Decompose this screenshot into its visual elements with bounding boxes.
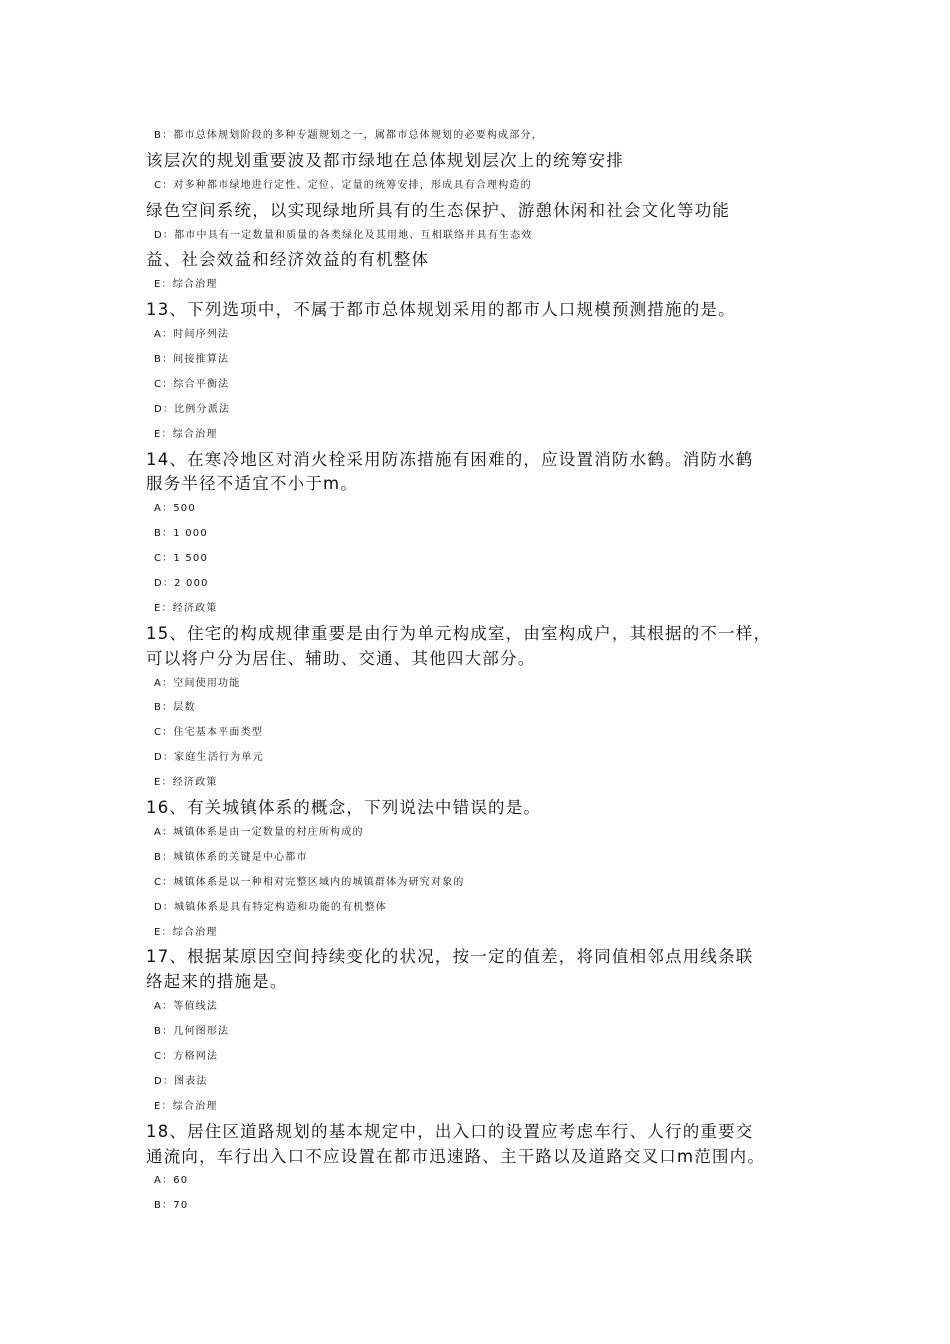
answer-option-line: B：几何图形法 [154,1026,230,1038]
question-text-line: 15、住宅的构成规律重要是由行为单元构成室，由室构成户，其根据的不一样， [146,623,772,643]
answer-option-line: A：时间序列法 [154,329,230,341]
answer-option-line: A：空间使用功能 [154,677,241,689]
question-text-line: 该层次的规划重要波及都市绿地在总体规划层次上的统筹安排 [146,150,624,170]
answer-option-line: B：层数 [154,702,196,714]
question-text-line: 16、有关城镇体系的概念，下列说法中错误的是。 [146,798,542,818]
answer-option-line: C：方格网法 [154,1050,219,1062]
answer-option-line: A：城镇体系是由一定数量的村庄所构成的 [154,826,364,838]
answer-option-line: E：综合治理 [154,279,218,291]
question-text-line: 绿色空间系统，以实现绿地所具有的生态保护、游憩休闲和社会文化等功能 [146,200,731,220]
answer-option-line: E：综合治理 [154,926,218,938]
answer-option-line: D：图表法 [154,1075,208,1087]
question-text-line: 络起来的措施是。 [146,972,288,992]
question-text-line: 通流向，车行出入口不应设置在都市迅速路、主干路以及道路交叉口m范围内。 [146,1146,766,1166]
answer-option-line: A：500 [154,503,196,515]
answer-option-line: B：间接推算法 [154,354,230,366]
answer-option-line: E：综合治理 [154,428,218,440]
answer-option-line: E：经济政策 [154,777,218,789]
answer-option-line: B：都市总体规划阶段的多种专题规划之一，属都市总体规划的必要构成部分， [154,130,543,141]
answer-option-line: E：经济政策 [154,602,218,614]
answer-option-line: D：比例分派法 [154,403,231,415]
document-body [146,124,818,1219]
question-text-line: 18、居住区道路规划的基本规定中，出入口的设置应考虑车行、人行的重要交 [146,1121,754,1141]
answer-option-line: E：综合治理 [154,1100,218,1112]
answer-option-line: C：综合平衡法 [154,378,230,390]
question-text-line: 服务半径不适宜不小于m。 [146,474,358,494]
answer-option-line: A：等值线法 [154,1001,219,1013]
answer-option-line: C：1 500 [154,553,209,565]
answer-option-line: A：60 [154,1175,189,1187]
answer-option-line: D：城镇体系是具有特定构造和功能的有机整体 [154,901,387,913]
question-text-line: 14、在寒冷地区对消火栓采用防冻措施有困难的，应设置消防水鹤。消防水鹤 [146,449,754,469]
answer-option-line: D：家庭生活行为单元 [154,752,264,764]
question-text-line: 益、社会效益和经济效益的有机整体 [146,250,430,270]
answer-option-line: B：70 [154,1200,189,1212]
question-text-line: 可以将户分为居住、辅助、交通、其他四大部分。 [146,648,536,668]
question-text-line: 17、根据某原因空间持续变化的状况，按一定的值差，将同值相邻点用线条联 [146,947,754,967]
answer-option-line: C：城镇体系是以一种相对完整区域内的城镇群体为研究对象的 [154,876,465,888]
question-text-line: 13、下列选项中，不属于都市总体规划采用的都市人口规模预测措施的是。 [146,300,736,320]
answer-option-line: D：都市中具有一定数量和质量的各类绿化及其用地、互相联络并具有生态效 [154,229,533,241]
answer-option-line: B：1 000 [154,528,208,540]
answer-option-line: C：住宅基本平面类型 [154,727,263,739]
answer-option-line: B：城镇体系的关键是中心都市 [154,851,308,863]
answer-option-line: D：2 000 [154,578,209,590]
answer-option-line: C：对多种都市绿地进行定性、定位、定量的统筹安排，形成具有合理构造的 [154,179,532,191]
